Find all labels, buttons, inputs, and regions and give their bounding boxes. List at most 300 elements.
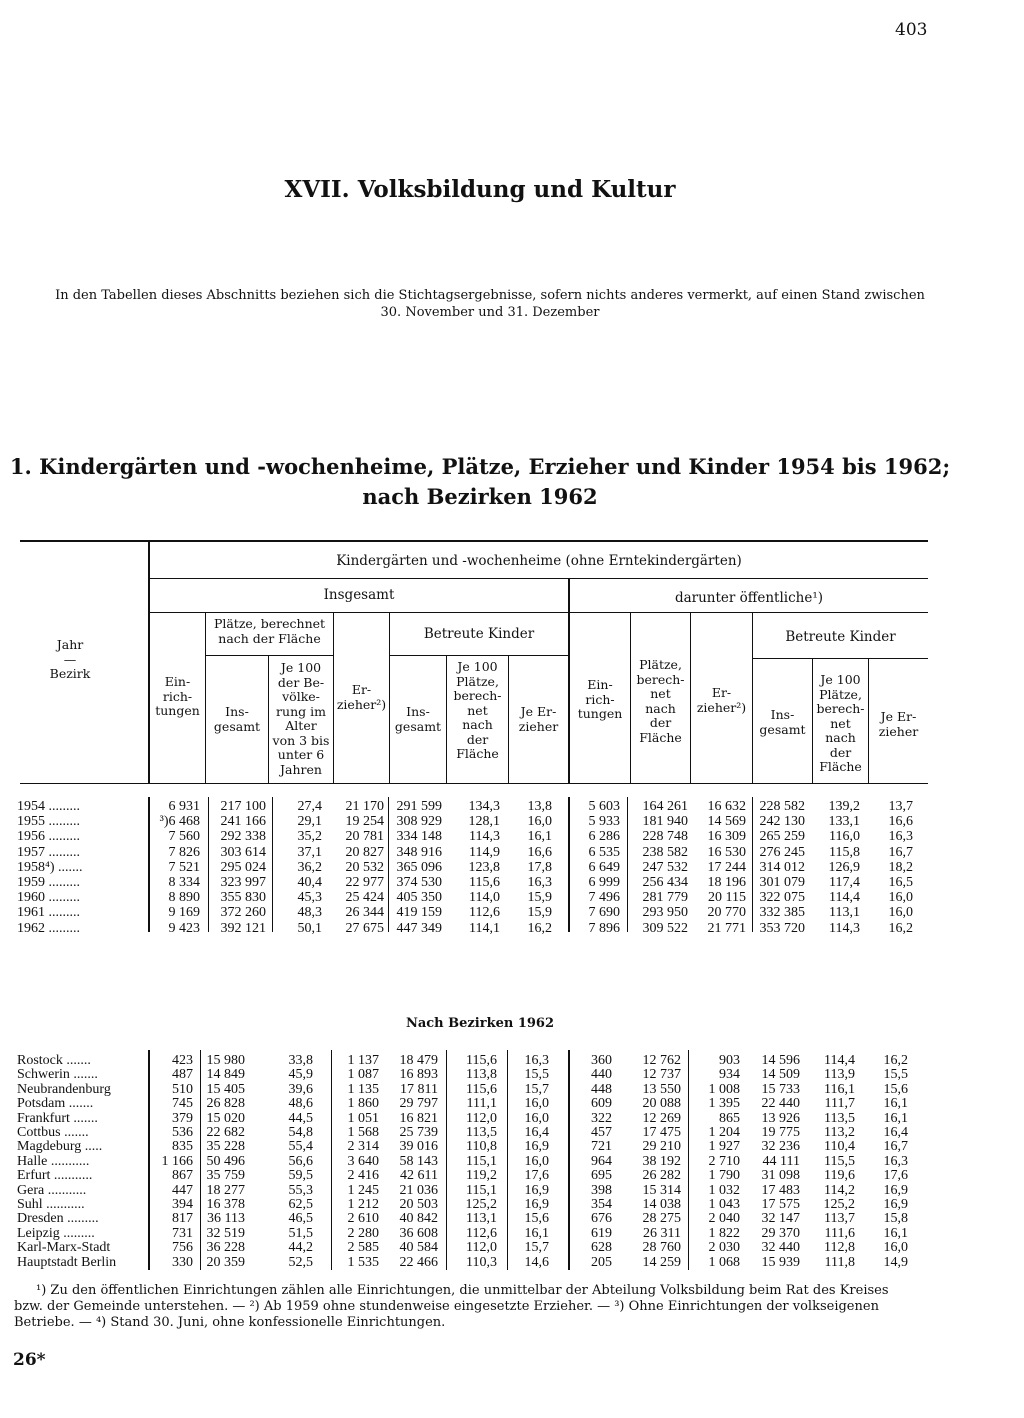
year-cell: 20 770	[707, 905, 746, 921]
district-cell: 205	[591, 1254, 612, 1270]
col-plaetze-insgesamt: Ins- gesamt	[213, 704, 261, 734]
district-cell: 125,2	[465, 1197, 497, 1212]
year-cell: 16 632	[707, 799, 746, 814]
plaetze-group-header: Plätze, berechnet nach der Fläche	[213, 616, 326, 646]
year-cell: 35,2	[297, 829, 322, 845]
district-cell: 1 032	[708, 1182, 740, 1198]
district-cell: 1 008	[708, 1081, 740, 1097]
year-cell: 15,9	[527, 905, 552, 921]
district-cell: 50 496	[206, 1153, 245, 1169]
year-cell: 247 532	[642, 859, 688, 875]
district-cell: 33,8	[288, 1053, 313, 1068]
district-cell: 110,8	[466, 1139, 497, 1155]
district-cell: 26 282	[642, 1168, 681, 1184]
district-cell: 32 519	[206, 1225, 245, 1241]
year-cell: 291 599	[396, 799, 442, 814]
year-cell: 322 075	[759, 890, 805, 906]
year-row	[0, 814, 1024, 830]
spanner-header: Kindergärten und -wochenheime (ohne Erntekindergärten)	[336, 553, 742, 569]
district-cell: 111,1	[466, 1096, 497, 1112]
district-cell: 46,5	[288, 1211, 313, 1227]
year-cell: 17,8	[527, 859, 552, 875]
district-cell: 2 314	[347, 1139, 379, 1155]
district-cell: 20 359	[206, 1254, 245, 1270]
district-label: Halle ...........	[17, 1153, 90, 1169]
district-label: Leipzig .........	[17, 1225, 95, 1241]
district-cell: 115,5	[824, 1153, 855, 1169]
district-cell: 394	[172, 1197, 193, 1212]
district-cell: 1 043	[708, 1197, 740, 1212]
district-cell: 44,5	[288, 1110, 313, 1126]
district-cell: 13 550	[642, 1081, 681, 1097]
district-cell: 510	[172, 1081, 193, 1097]
col-einrichtungen: Ein- rich- tungen	[155, 674, 200, 718]
district-cell: 619	[591, 1225, 612, 1241]
district-cell: 17 483	[761, 1182, 800, 1198]
year-cell: 16,6	[888, 814, 913, 830]
district-cell: 19 775	[761, 1125, 800, 1140]
year-cell: 228 748	[642, 829, 688, 845]
district-cell: 13 926	[761, 1110, 800, 1126]
district-cell: 25 739	[399, 1125, 438, 1140]
district-cell: 113,5	[466, 1125, 497, 1140]
year-cell: 6 999	[588, 875, 620, 890]
district-cell: 379	[172, 1110, 193, 1126]
district-cell: 1 212	[347, 1197, 379, 1212]
district-label: Cottbus .......	[17, 1125, 89, 1140]
footnote-line-1: ¹) Zu den öffentlichen Einrichtungen zählen alle Einrichtungen, die unmittelbar der Abteilung Volksbildung beim Rat des Kreises	[36, 1283, 889, 1298]
district-cell: 29 797	[399, 1096, 438, 1112]
district-cell: 16 821	[399, 1110, 438, 1126]
year-cell: 16,7	[888, 844, 913, 860]
district-cell: 14,6	[524, 1254, 549, 1270]
district-label: Schwerin .......	[17, 1067, 98, 1083]
district-cell: 16,9	[883, 1182, 908, 1198]
year-cell: 8 334	[168, 875, 200, 890]
district-cell: 16,1	[524, 1225, 549, 1241]
year-cell: 5 603	[588, 799, 620, 814]
year-row	[0, 875, 1024, 891]
rule-under-group	[150, 612, 928, 613]
district-cell: 17,6	[883, 1168, 908, 1184]
district-cell: 12 269	[642, 1110, 681, 1126]
district-cell: 440	[591, 1067, 612, 1083]
district-cell: 322	[591, 1110, 612, 1126]
year-cell: 7 690	[588, 905, 620, 921]
district-cell: 354	[591, 1197, 612, 1212]
district-cell: 44,2	[288, 1240, 313, 1256]
table-top-rule	[20, 540, 928, 542]
year-cell: 40,4	[297, 875, 322, 890]
year-cell: 16,1	[527, 829, 552, 845]
year-cell: 303 614	[220, 844, 266, 860]
district-cell: 115,6	[466, 1081, 497, 1097]
district-cell: 29 370	[761, 1225, 800, 1241]
year-cell: 45,3	[297, 890, 322, 906]
year-cell: 164 261	[642, 799, 688, 814]
district-cell: 15 939	[761, 1254, 800, 1270]
year-cell: 20 827	[345, 844, 384, 860]
col-pub-einrichtungen: Ein- rich- tungen	[577, 677, 623, 721]
district-cell: 360	[591, 1053, 612, 1068]
year-label: 1959 .........	[17, 875, 80, 890]
year-cell: 355 830	[220, 890, 266, 906]
district-cell: 15 405	[206, 1081, 245, 1097]
year-cell: 276 245	[759, 844, 805, 860]
year-cell: 113,1	[829, 905, 860, 921]
year-cell: 26 344	[345, 905, 384, 921]
district-cell: 14 509	[761, 1067, 800, 1083]
district-cell: 36 608	[399, 1225, 438, 1241]
district-cell: 113,1	[466, 1211, 497, 1227]
year-cell: 19 254	[345, 814, 384, 830]
district-cell: 32 147	[761, 1211, 800, 1227]
district-cell: 487	[172, 1067, 193, 1083]
year-cell: 18 196	[707, 875, 746, 890]
district-cell: 113,2	[824, 1125, 855, 1140]
district-cell: 2 030	[708, 1240, 740, 1256]
year-label: 1960 .........	[17, 890, 80, 906]
header-bottom-rule	[20, 783, 928, 784]
district-cell: 16,3	[883, 1153, 908, 1169]
pub-betreute-group-header: Betreute Kinder	[785, 629, 896, 645]
district-label: Potsdam .......	[17, 1096, 94, 1112]
year-cell: 16,3	[527, 875, 552, 890]
year-cell: 6 649	[588, 859, 620, 875]
district-cell: 1 568	[347, 1125, 379, 1140]
district-row	[0, 1255, 1024, 1271]
district-cell: 16 893	[399, 1067, 438, 1083]
district-cell: 21 036	[399, 1182, 438, 1198]
year-cell: 447 349	[396, 920, 442, 936]
year-cell: 18,2	[888, 859, 913, 875]
year-cell: 348 916	[396, 844, 442, 860]
year-cell: 36,2	[297, 859, 322, 875]
year-cell: 228 582	[759, 799, 805, 814]
district-cell: 58 143	[399, 1153, 438, 1169]
district-cell: 39 016	[399, 1139, 438, 1155]
year-cell: 16 530	[707, 844, 746, 860]
district-cell: 55,4	[288, 1139, 313, 1155]
district-cell: 115,1	[466, 1153, 497, 1169]
district-cell: 16 378	[206, 1197, 245, 1212]
district-cell: 18 277	[206, 1182, 245, 1198]
stub-header-dash: —	[63, 651, 77, 667]
district-cell: 16,9	[524, 1139, 549, 1155]
district-cell: 110,3	[466, 1254, 497, 1270]
district-cell: 1 204	[708, 1125, 740, 1140]
footnote-line-2: bzw. der Gemeinde unterstehen. — ²) Ab 1959 ohne stundenweise eingesetzte Erzieher. — ³) Ohne Einrichtungen der volkseigenen	[14, 1299, 879, 1314]
year-cell: 242 130	[759, 814, 805, 830]
year-cell: 181 940	[642, 814, 688, 830]
oeffentliche-group-header: darunter öffentliche¹)	[674, 590, 824, 606]
district-cell: 1 395	[708, 1096, 740, 1112]
district-cell: 16,2	[883, 1053, 908, 1068]
district-cell: 15,6	[883, 1081, 908, 1097]
year-cell: 332 385	[759, 905, 805, 921]
district-cell: 14 259	[642, 1254, 681, 1270]
district-cell: 48,6	[288, 1096, 313, 1112]
footnote-line-3: Betriebe. — ⁴) Stand 30. Juni, ohne konfessionelle Einrichtungen.	[14, 1315, 446, 1330]
stub-separator	[148, 540, 150, 783]
year-cell: 16,6	[527, 844, 552, 860]
district-cell: 16,1	[883, 1096, 908, 1112]
year-cell: 314 012	[759, 859, 805, 875]
intro-line-1: In den Tabellen dieses Abschnitts beziehen sich die Stichtagsergebnisse, sofern nichts anderes vermerkt, auf einen Stand zwischen	[55, 288, 925, 303]
district-cell: 745	[172, 1096, 193, 1112]
district-cell: 18 479	[399, 1053, 438, 1068]
district-cell: 3 640	[347, 1153, 379, 1169]
district-cell: 15,6	[524, 1211, 549, 1227]
district-cell: 16,0	[524, 1096, 549, 1112]
district-cell: 1 822	[708, 1225, 740, 1241]
col-pub-je-erzieher: Je Er- zieher	[878, 709, 919, 739]
year-cell: 116,0	[829, 829, 860, 845]
year-cell: 20 532	[345, 859, 384, 875]
district-cell: 55,3	[288, 1182, 313, 1198]
year-row	[0, 845, 1024, 861]
district-cell: 17 575	[761, 1197, 800, 1212]
year-row	[0, 905, 1024, 921]
district-cell: 1 535	[347, 1254, 379, 1270]
district-cell: 22 682	[206, 1125, 245, 1140]
district-cell: 17,6	[524, 1168, 549, 1184]
year-cell: 7 521	[168, 859, 200, 875]
year-cell: 16,2	[527, 920, 552, 936]
district-cell: 113,9	[824, 1067, 855, 1083]
year-label: 1958⁴) .......	[17, 859, 83, 875]
year-cell: 281 779	[642, 890, 688, 906]
year-cell: 256 434	[642, 875, 688, 890]
year-cell: 114,9	[469, 844, 500, 860]
district-cell: 817	[172, 1211, 193, 1227]
year-cell: 405 350	[396, 890, 442, 906]
district-cell: 16,4	[524, 1125, 549, 1140]
district-cell: 1 790	[708, 1168, 740, 1184]
year-cell: 16,0	[888, 905, 913, 921]
year-cell: 50,1	[297, 920, 322, 936]
year-row	[0, 890, 1024, 906]
year-row	[0, 921, 1024, 937]
year-cell: 265 259	[759, 829, 805, 845]
insgesamt-group-header: Insgesamt	[323, 587, 395, 603]
year-label: 1962 .........	[17, 920, 80, 936]
year-cell: 8 890	[168, 890, 200, 906]
table-title-line-1: 1. Kindergärten und -wochenheime, Plätze, Erzieher und Kinder 1954 bis 1962;	[9, 454, 951, 479]
district-cell: 16,9	[883, 1197, 908, 1212]
year-cell: 217 100	[220, 799, 266, 814]
year-cell: 22 977	[345, 875, 384, 890]
intro-line-2: 30. November und 31. Dezember	[380, 305, 600, 320]
district-cell: 1 068	[708, 1254, 740, 1270]
year-cell: 241 166	[220, 814, 266, 830]
year-cell: 114,4	[829, 890, 860, 906]
year-row	[0, 799, 1024, 815]
district-cell: 964	[591, 1153, 612, 1169]
district-label: Magdeburg .....	[17, 1139, 103, 1155]
district-cell: 2 585	[347, 1240, 379, 1256]
district-cell: 16,9	[524, 1182, 549, 1198]
district-cell: 111,8	[824, 1254, 855, 1270]
year-cell: 134,3	[468, 799, 500, 814]
district-label: Neubrandenburg	[17, 1081, 111, 1097]
year-cell: 14 569	[707, 814, 746, 830]
year-cell: 293 950	[642, 905, 688, 921]
district-cell: 1 860	[347, 1096, 379, 1112]
district-cell: 457	[591, 1125, 612, 1140]
year-cell: 353 720	[759, 920, 805, 936]
district-cell: 31 098	[761, 1168, 800, 1184]
district-cell: 1 051	[347, 1110, 379, 1126]
year-cell: 21 170	[345, 799, 384, 814]
district-cell: 16,9	[524, 1197, 549, 1212]
district-cell: 330	[172, 1254, 193, 1270]
year-cell: 9 423	[168, 920, 200, 936]
year-cell: 27,4	[297, 799, 322, 814]
district-cell: 26 828	[206, 1096, 245, 1112]
page-number: 403	[895, 20, 928, 40]
col-pub-je100-plaetze: Je 100 Plätze, berech- net nach der Fläche	[816, 672, 865, 774]
col-kinder-insgesamt: Ins- gesamt	[394, 704, 442, 734]
district-cell: 119,2	[466, 1168, 497, 1184]
year-cell: 392 121	[220, 920, 266, 936]
district-cell: 695	[591, 1168, 612, 1184]
district-cell: 112,0	[466, 1240, 497, 1256]
year-label: 1961 .........	[17, 905, 80, 921]
year-cell: 17 244	[707, 859, 746, 875]
year-cell: 309 522	[642, 920, 688, 936]
district-cell: 113,7	[824, 1211, 855, 1227]
district-cell: 15,5	[883, 1067, 908, 1083]
district-cell: 2 610	[347, 1211, 379, 1227]
rule-under-betreute	[390, 655, 568, 656]
district-cell: 1 245	[347, 1182, 379, 1198]
rule-under-pub-betreute	[752, 658, 928, 659]
district-label: Erfurt ...........	[17, 1168, 93, 1184]
district-label: Frankfurt .......	[17, 1110, 98, 1126]
year-cell: 16 309	[707, 829, 746, 845]
district-cell: 756	[172, 1240, 193, 1256]
district-cell: 14 596	[761, 1053, 800, 1068]
district-cell: 29 210	[642, 1139, 681, 1155]
district-label: Rostock .......	[17, 1053, 91, 1068]
rule-under-plaetze	[205, 655, 333, 656]
year-label: 1956 .........	[17, 829, 80, 845]
district-label: Karl-Marx-Stadt	[17, 1240, 111, 1256]
district-cell: 39,6	[288, 1081, 313, 1097]
year-row	[0, 860, 1024, 876]
year-cell: 114,0	[469, 890, 500, 906]
district-cell: 119,6	[824, 1168, 855, 1184]
district-cell: 16,3	[524, 1053, 549, 1068]
year-cell: 323 997	[220, 875, 266, 890]
district-cell: 16,0	[524, 1110, 549, 1126]
year-cell: 133,1	[828, 814, 860, 830]
col-pub-plaetze: Plätze, berech- net nach der Fläche	[636, 657, 685, 745]
district-cell: 115,1	[466, 1182, 497, 1198]
district-cell: 1 087	[347, 1067, 379, 1083]
district-cell: 16,0	[524, 1153, 549, 1169]
district-cell: 35 228	[206, 1139, 245, 1155]
district-cell: 116,1	[824, 1081, 855, 1097]
year-cell: 114,1	[469, 920, 500, 936]
year-cell: 25 424	[345, 890, 384, 906]
district-cell: 42 611	[400, 1168, 438, 1184]
district-cell: 110,4	[824, 1139, 855, 1155]
year-cell: 114,3	[469, 829, 500, 845]
district-cell: 113,5	[824, 1110, 855, 1126]
district-cell: 1 137	[347, 1053, 379, 1068]
district-cell: 54,8	[288, 1125, 313, 1140]
district-cell: 20 088	[642, 1096, 681, 1112]
district-label: Gera ...........	[17, 1182, 87, 1198]
year-cell: 115,8	[829, 844, 860, 860]
district-cell: 1 927	[708, 1139, 740, 1155]
district-cell: 28 760	[642, 1240, 681, 1256]
district-cell: 36 228	[206, 1240, 245, 1256]
year-cell: 114,3	[829, 920, 860, 936]
year-cell: 16,0	[527, 814, 552, 830]
year-cell: 334 148	[396, 829, 442, 845]
rule-under-spanner	[150, 578, 928, 579]
district-cell: 15,7	[524, 1240, 549, 1256]
district-cell: 423	[172, 1053, 193, 1068]
district-cell: 16,7	[883, 1139, 908, 1155]
stub-header	[20, 638, 120, 682]
col-je100-bev: Je 100 der Be- völke- rung im Alter von 3 bis unter 6 Jahren	[272, 660, 330, 777]
district-cell: 1 135	[347, 1081, 379, 1097]
year-cell: 27 675	[345, 920, 384, 936]
footnotes	[14, 1283, 926, 1331]
district-cell: 15,8	[883, 1211, 908, 1227]
year-cell: 16,2	[888, 920, 913, 936]
district-cell: 59,5	[288, 1168, 313, 1184]
year-cell: 301 079	[759, 875, 805, 890]
district-cell: 721	[591, 1139, 612, 1155]
district-cell: 38 192	[642, 1153, 681, 1169]
district-cell: 15,7	[524, 1081, 549, 1097]
district-cell: 22 440	[761, 1096, 800, 1112]
district-cell: 934	[719, 1067, 740, 1083]
district-cell: 2 710	[708, 1153, 740, 1169]
year-cell: 7 896	[588, 920, 620, 936]
district-cell: 111,6	[824, 1225, 855, 1241]
district-cell: 865	[719, 1110, 740, 1126]
district-cell: 398	[591, 1182, 612, 1198]
year-cell: 7 560	[168, 829, 200, 845]
year-cell: 16,5	[888, 875, 913, 890]
district-cell: 112,0	[466, 1110, 497, 1126]
districts-heading: Nach Bezirken 1962	[405, 1016, 555, 1031]
district-cell: 731	[172, 1225, 193, 1241]
year-cell: 123,8	[468, 859, 500, 875]
district-cell: 52,5	[288, 1254, 313, 1270]
district-label: Suhl ...........	[17, 1197, 85, 1212]
col-pub-erzieher: Er- zieher²)	[696, 685, 747, 715]
table-title	[0, 452, 960, 512]
year-cell: 29,1	[297, 814, 322, 830]
district-cell: 448	[591, 1081, 612, 1097]
year-cell: 374 530	[396, 875, 442, 890]
district-cell: 2 040	[708, 1211, 740, 1227]
year-cell: 112,6	[469, 905, 500, 921]
sheet-signature: 26*	[13, 1350, 46, 1370]
district-cell: 44 111	[762, 1153, 800, 1169]
district-cell: 125,2	[823, 1197, 855, 1212]
year-cell: 128,1	[468, 814, 500, 830]
district-cell: 115,6	[466, 1053, 497, 1068]
district-cell: 2 280	[347, 1225, 379, 1241]
